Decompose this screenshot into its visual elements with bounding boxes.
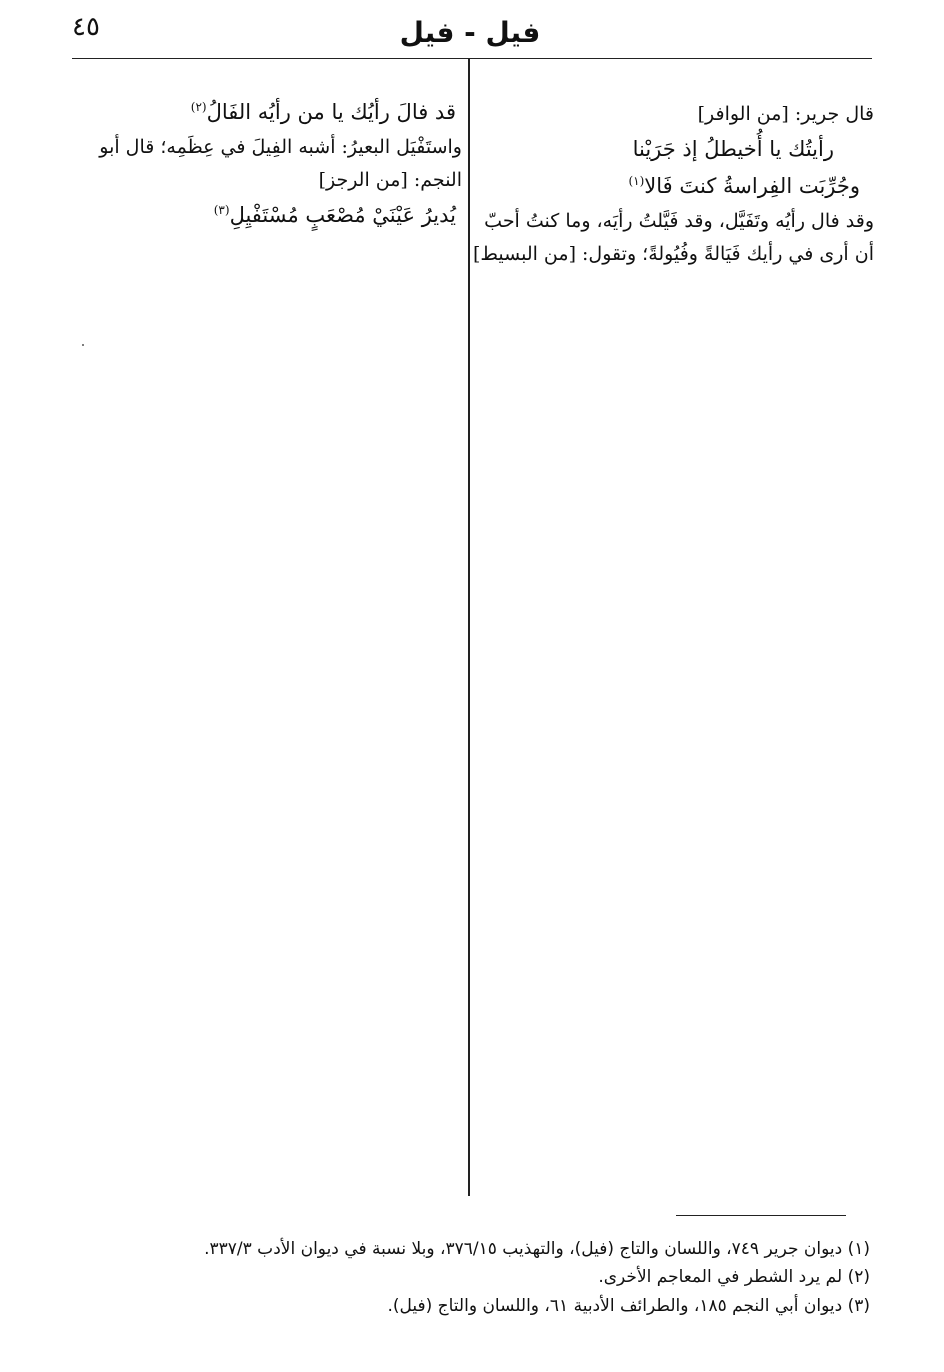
footnote: (٢) لم يرد الشطر في المعاجم الأخرى.	[598, 1267, 870, 1288]
text-line: قال جرير: [من الوافر]	[697, 103, 874, 125]
footnote-rule	[676, 1215, 846, 1216]
print-speck	[82, 344, 84, 346]
verse-line: رأيتُك يا أُخيطلُ إذ جَرَيْنا	[632, 137, 834, 162]
verse-line	[70, 199, 462, 232]
text-line: واستَفْيَل البعيرُ: أشبه الفِيلَ في عِظَمِه؛ قال أبو	[99, 135, 462, 158]
header-rule	[72, 58, 872, 59]
verse-text: وجُرِّبَت الفِراسةُ كنتَ فَالا	[644, 173, 860, 198]
text-line: أن أرى في رأيك فَيَالةً وفُيُولةً؛ وتقول: [من البسيط]	[472, 242, 874, 265]
text-line: وقد فال رأيُه وتَفَيَّل، وقد فَيَّلتُ رأيَه، وما كنتُ أحبّ	[484, 209, 874, 232]
column-divider	[468, 58, 470, 1196]
footnote: (٣) ديوان أبي النجم ١٨٥، والطرائف الأدبية ٦١، واللسان والتاج (فيل).	[387, 1295, 870, 1316]
verse-text: قد فالَ رأيُك يا من رأيُه الفَالُ	[206, 100, 456, 124]
right-column	[472, 100, 874, 273]
verse-line	[484, 170, 874, 203]
running-head: فيل - فيل	[399, 16, 541, 49]
footnote-mark: (٢)	[190, 100, 207, 114]
footnote-mark: (٣)	[213, 203, 230, 218]
footnote-mark: (١)	[628, 173, 645, 188]
verse-line	[70, 96, 462, 129]
footnote: (١) ديوان جرير ٧٤٩، واللسان والتاج (فيل)، والتهذيب ٣٧٦/١٥، وبلا نسبة في ديوان الأدب ٣٣٧/٣.	[204, 1239, 870, 1259]
left-column	[70, 96, 462, 236]
page-number: ٤٥	[72, 12, 100, 42]
verse-text: يُديرُ عَيْنَيْ مُصْعَبٍ مُسْتَفْيِلِ	[229, 203, 456, 228]
text-line: النجم: [من الرجز]	[318, 168, 462, 191]
footnotes	[110, 1236, 870, 1321]
